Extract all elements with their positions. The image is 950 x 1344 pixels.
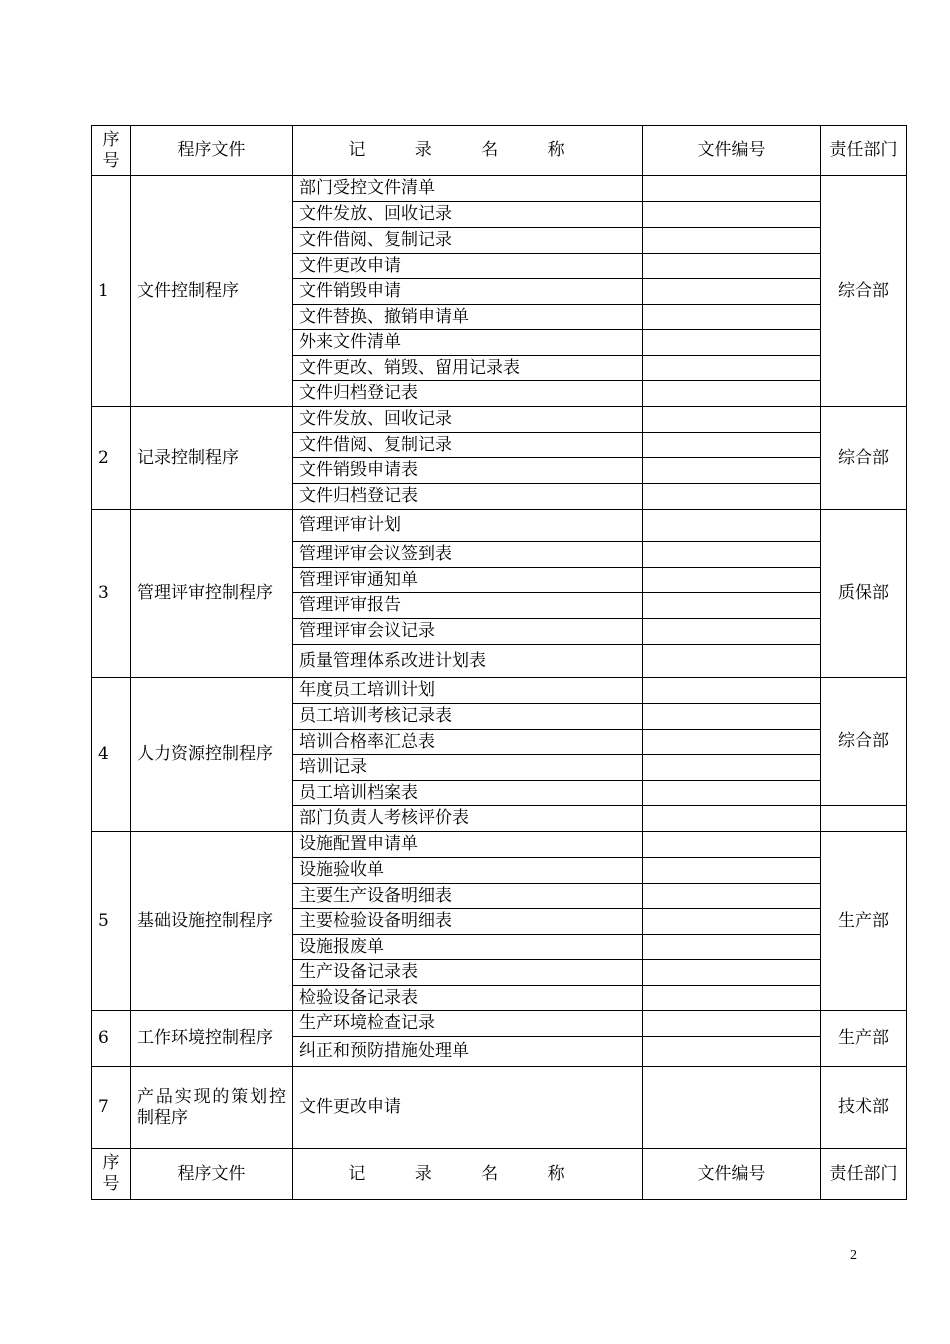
header-doc-no: 文件编号: [643, 1149, 821, 1200]
program-cell: 产品实现的策划控制程序: [131, 1067, 293, 1149]
record-name: 文件归档登记表: [293, 484, 643, 510]
record-name: 管理评审会议记录: [293, 619, 643, 645]
record-name: 部门负责人考核评价表: [293, 806, 643, 832]
doc-no-cell: [643, 909, 821, 935]
record-name: 文件销毁申请: [293, 279, 643, 305]
doc-no-cell: [643, 960, 821, 986]
doc-no-cell: [643, 279, 821, 305]
doc-no-cell: [643, 935, 821, 960]
doc-no-cell: [643, 484, 821, 510]
doc-no-cell: [643, 176, 821, 202]
seq-cell: 5: [92, 832, 131, 1011]
seq-cell: 7: [92, 1067, 131, 1149]
record-name: 培训记录: [293, 755, 643, 781]
record-name: 设施报废单: [293, 935, 643, 960]
header-dept: 责任部门: [821, 1149, 907, 1200]
record-name: 文件借阅、复制记录: [293, 433, 643, 458]
doc-no-cell: [643, 330, 821, 356]
doc-no-cell: [643, 433, 821, 458]
doc-no-cell: [643, 1067, 821, 1149]
record-name: 文件借阅、复制记录: [293, 228, 643, 254]
record-name: 文件更改申请: [293, 254, 643, 279]
doc-no-cell: [643, 254, 821, 279]
record-name: 文件替换、撤销申请单: [293, 305, 643, 330]
doc-no-cell: [643, 730, 821, 755]
program-cell: 管理评审控制程序: [131, 510, 293, 678]
table-row: [92, 1011, 907, 1037]
header-doc-no: 文件编号: [643, 126, 821, 176]
record-name: 文件销毁申请表: [293, 458, 643, 484]
program-cell: 文件控制程序: [131, 176, 293, 407]
record-name: 文件归档登记表: [293, 381, 643, 407]
record-name: 管理评审通知单: [293, 568, 643, 593]
seq-cell: 4: [92, 678, 131, 832]
doc-no-cell: [643, 356, 821, 381]
seq-cell: 3: [92, 510, 131, 678]
doc-no-cell: [643, 458, 821, 484]
dept-cell: 生产部: [821, 1011, 907, 1067]
record-name: 生产设备记录表: [293, 960, 643, 986]
seq-cell: 2: [92, 407, 131, 510]
doc-no-cell: [643, 381, 821, 407]
program-cell: 记录控制程序: [131, 407, 293, 510]
dept-cell: 质保部: [821, 510, 907, 678]
record-name: 文件更改、销毁、留用记录表: [293, 356, 643, 381]
doc-no-cell: [643, 781, 821, 806]
table-row: [92, 1067, 907, 1149]
doc-no-cell: [643, 986, 821, 1011]
record-name: 设施验收单: [293, 858, 643, 884]
table-row: [92, 176, 907, 202]
dept-cell: 技术部: [821, 1067, 907, 1149]
doc-no-cell: [643, 202, 821, 228]
doc-no-cell: [643, 645, 821, 678]
doc-no-cell: [643, 407, 821, 433]
dept-cell: 生产部: [821, 832, 907, 1011]
record-name: 纠正和预防措施处理单: [293, 1037, 643, 1067]
record-name: 年度员工培训计划: [293, 678, 643, 704]
header-dept: 责任部门: [821, 126, 907, 176]
seq-cell: 1: [92, 176, 131, 407]
table-row: [92, 678, 907, 704]
doc-no-cell: [643, 1011, 821, 1037]
doc-no-cell: [643, 619, 821, 645]
doc-no-cell: [643, 593, 821, 619]
doc-no-cell: [643, 755, 821, 781]
seq-cell: 6: [92, 1011, 131, 1067]
record-name: 质量管理体系改进计划表: [293, 645, 643, 678]
record-name: 培训合格率汇总表: [293, 730, 643, 755]
record-name: 员工培训考核记录表: [293, 704, 643, 730]
dept-cell: 综合部: [821, 407, 907, 510]
footer-header-row: [92, 1149, 907, 1200]
records-table: [91, 125, 907, 1200]
doc-no-cell: [643, 228, 821, 254]
program-cell: 人力资源控制程序: [131, 678, 293, 832]
record-name: 管理评审计划: [293, 510, 643, 542]
record-name: 文件更改申请: [293, 1067, 643, 1149]
record-name: 设施配置申请单: [293, 832, 643, 858]
doc-no-cell: [643, 1037, 821, 1067]
program-cell: 工作环境控制程序: [131, 1011, 293, 1067]
record-name: 部门受控文件清单: [293, 176, 643, 202]
record-name: 管理评审报告: [293, 593, 643, 619]
header-program: 程序文件: [131, 126, 293, 176]
doc-no-cell: [643, 510, 821, 542]
doc-no-cell: [643, 858, 821, 884]
record-name: 员工培训档案表: [293, 781, 643, 806]
dept-cell-empty: [821, 806, 907, 832]
dept-cell: 综合部: [821, 176, 907, 407]
doc-no-cell: [643, 884, 821, 909]
dept-cell: 综合部: [821, 678, 907, 806]
table-row: [92, 510, 907, 542]
doc-no-cell: [643, 568, 821, 593]
doc-no-cell: [643, 305, 821, 330]
header-record-name: 记 录 名 称: [293, 126, 643, 176]
doc-no-cell: [643, 806, 821, 832]
record-name: 文件发放、回收记录: [293, 202, 643, 228]
record-name: 检验设备记录表: [293, 986, 643, 1011]
header-row: [92, 126, 907, 176]
program-cell: 基础设施控制程序: [131, 832, 293, 1011]
header-record-name: 记 录 名 称: [293, 1149, 643, 1200]
doc-no-cell: [643, 832, 821, 858]
header-seq: 序号: [92, 1149, 131, 1200]
header-seq: 序号: [92, 126, 131, 176]
record-name: 文件发放、回收记录: [293, 407, 643, 433]
table-row: [92, 407, 907, 433]
record-name: 主要检验设备明细表: [293, 909, 643, 935]
record-name: 生产环境检查记录: [293, 1011, 643, 1037]
doc-no-cell: [643, 678, 821, 704]
record-name: 外来文件清单: [293, 330, 643, 356]
doc-no-cell: [643, 542, 821, 568]
header-program: 程序文件: [131, 1149, 293, 1200]
doc-no-cell: [643, 704, 821, 730]
page-number: 2: [850, 1248, 857, 1263]
record-name: 主要生产设备明细表: [293, 884, 643, 909]
record-name: 管理评审会议签到表: [293, 542, 643, 568]
table-row: [92, 832, 907, 858]
